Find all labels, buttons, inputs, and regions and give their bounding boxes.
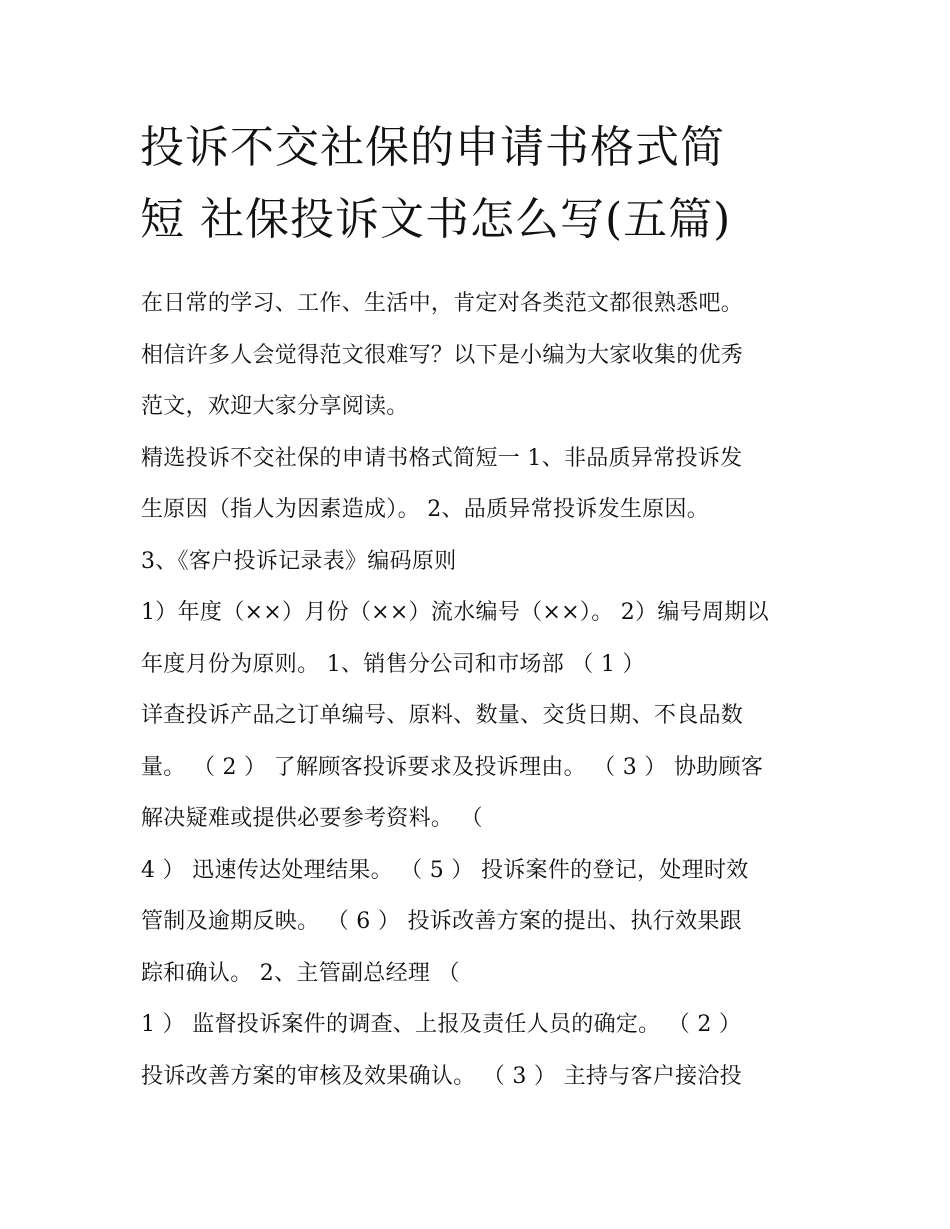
body-line: 3、《客户投诉记录表》编码原则 bbox=[141, 548, 457, 574]
body-line: 1）年度（××）月份（××）流水编号（××）。 2）编号周期以 bbox=[141, 600, 769, 625]
body-line: 详查投诉产品之订单编号、原料、数量、交货日期、不良品数 bbox=[141, 703, 744, 728]
body-line: 解决疑难或提供必要参考资料。 （ bbox=[141, 806, 483, 831]
body-line: 管制及逾期反映。 （ 6 ） 投诉改善方案的提出、执行效果跟 bbox=[141, 909, 742, 934]
body-line: 年度月份为原则。 1、销售分公司和市场部 （ 1 ） bbox=[141, 651, 645, 677]
title-line: 短 社保投诉文书怎么写(五篇) bbox=[140, 194, 732, 245]
document-title bbox=[140, 112, 820, 256]
body-line: 投诉改善方案的审核及效果确认。 （ 3 ） 主持与客户接洽投 bbox=[141, 1063, 742, 1089]
body-line: 在日常的学习、工作、生活中，肯定对各类范文都很熟悉吧。 bbox=[141, 291, 744, 316]
title-line: 投诉不交社保的申请书格式简 bbox=[140, 122, 725, 173]
body-line: 4 ） 迅速传达处理结果。 （ 5 ） 投诉案件的登记，处理时效 bbox=[141, 857, 749, 883]
body-line: 1 ） 监督投诉案件的调查、上报及责任人员的确定。 （ 2 ） bbox=[141, 1012, 742, 1037]
body-line: 相信许多人会觉得范文很难写？以下是小编为大家收集的优秀 bbox=[141, 342, 744, 368]
body-line: 范文，欢迎大家分享阅读。 bbox=[141, 394, 409, 419]
document-body bbox=[141, 278, 821, 1102]
body-line: 精选投诉不交社保的申请书格式简短一 1、非品质异常投诉发 bbox=[141, 445, 743, 471]
body-line: 踪和确认。 2、主管副总经理 （ bbox=[141, 960, 460, 986]
body-line: 生原因（指人为因素造成）。 2、品质异常投诉发生原因。 bbox=[141, 497, 710, 522]
body-line: 量。 （ 2 ） 了解顾客投诉要求及投诉理由。 （ 3 ） 协助顾客 bbox=[141, 754, 764, 780]
